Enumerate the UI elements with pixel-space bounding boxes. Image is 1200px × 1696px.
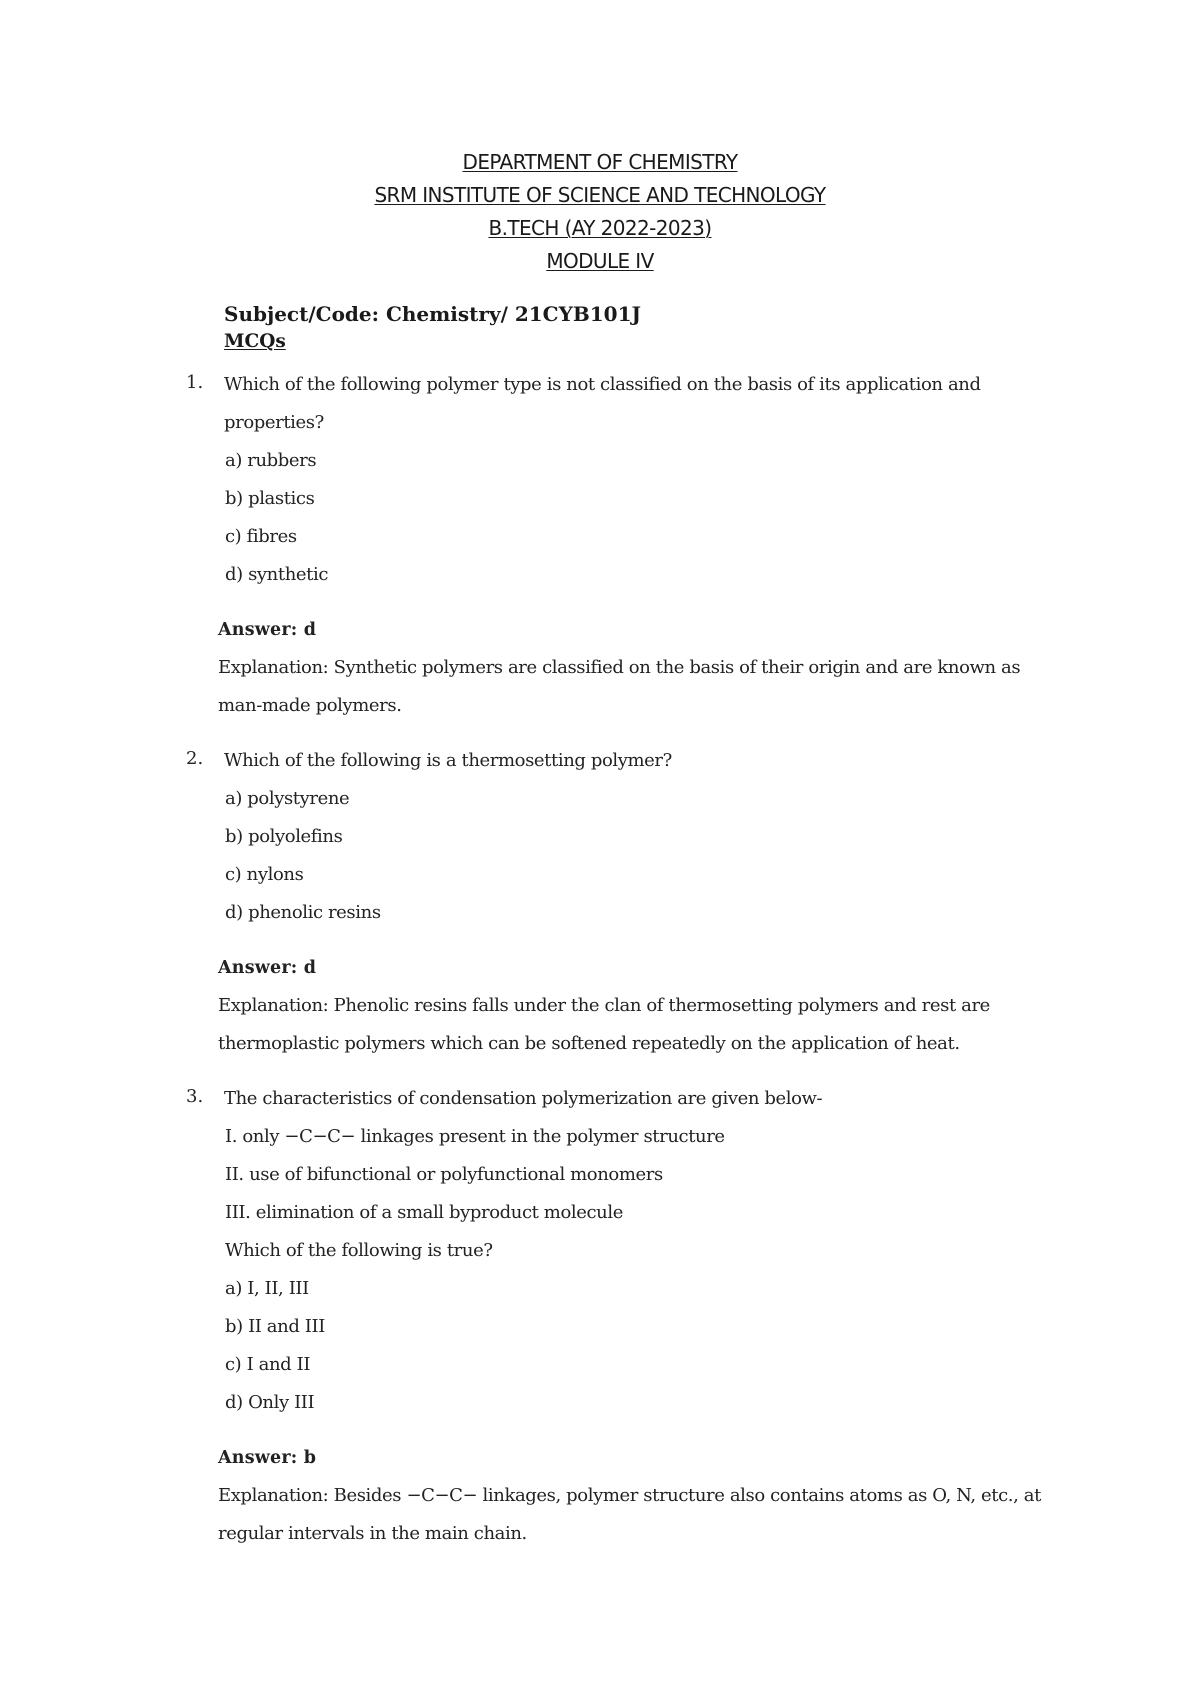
option-d: d) synthetic	[225, 564, 329, 585]
explanation-line: man-made polymers.	[218, 695, 402, 716]
question-number: 3.	[186, 1086, 204, 1107]
option-a: a) I, II, III	[225, 1278, 309, 1299]
question-text-line: properties?	[224, 412, 324, 433]
option-b: b) II and III	[225, 1316, 325, 1337]
explanation-line: regular intervals in the main chain.	[218, 1523, 527, 1544]
answer-label: Answer: d	[218, 620, 317, 640]
department-title: DEPARTMENT OF CHEMISTRY	[462, 150, 738, 174]
option-c: c) I and II	[225, 1354, 311, 1375]
question-text-line: Which of the following is a thermosetting polymer?	[224, 750, 672, 771]
question-text-line: Which of the following polymer type is not classified on the basis of its application and	[224, 374, 981, 395]
question-number: 1.	[186, 372, 204, 393]
explanation-line: Explanation: Phenolic resins falls under the clan of thermosetting polymers and rest are	[218, 995, 990, 1016]
option-a: a) rubbers	[225, 450, 317, 471]
explanation-line: thermoplastic polymers which can be softened repeatedly on the application of heat.	[218, 1033, 960, 1054]
question-text-line: Which of the following is true?	[225, 1240, 493, 1261]
answer-label: Answer: b	[218, 1448, 317, 1468]
statement-line: III. elimination of a small byproduct molecule	[225, 1202, 623, 1223]
option-b: b) polyolefins	[225, 826, 343, 847]
explanation-line: Explanation: Besides −C−C− linkages, polymer structure also contains atoms as O, N, etc., at	[218, 1485, 1041, 1506]
question-text-line: The characteristics of condensation polymerization are given below-	[224, 1088, 823, 1109]
question-number: 2.	[186, 748, 204, 769]
option-c: c) nylons	[225, 864, 304, 885]
program-title: B.TECH (AY 2022-2023)	[488, 216, 712, 240]
statement-line: II. use of bifunctional or polyfunctional monomers	[225, 1164, 663, 1185]
option-a: a) polystyrene	[225, 788, 350, 809]
answer-label: Answer: d	[218, 958, 317, 978]
institute-title: SRM INSTITUTE OF SCIENCE AND TECHNOLOGY	[374, 183, 826, 207]
module-title: MODULE IV	[546, 249, 654, 273]
option-c: c) fibres	[225, 526, 297, 547]
subject-code: Subject/Code: Chemistry/ 21CYB101J	[224, 302, 641, 326]
section-title: MCQs	[224, 331, 286, 352]
option-d: d) phenolic resins	[225, 902, 381, 923]
document-header	[0, 146, 1200, 278]
option-b: b) plastics	[225, 488, 315, 509]
option-d: d) Only III	[225, 1392, 315, 1413]
statement-line: I. only −C−C− linkages present in the polymer structure	[225, 1126, 725, 1147]
explanation-line: Explanation: Synthetic polymers are classified on the basis of their origin and are known as	[218, 657, 1021, 678]
